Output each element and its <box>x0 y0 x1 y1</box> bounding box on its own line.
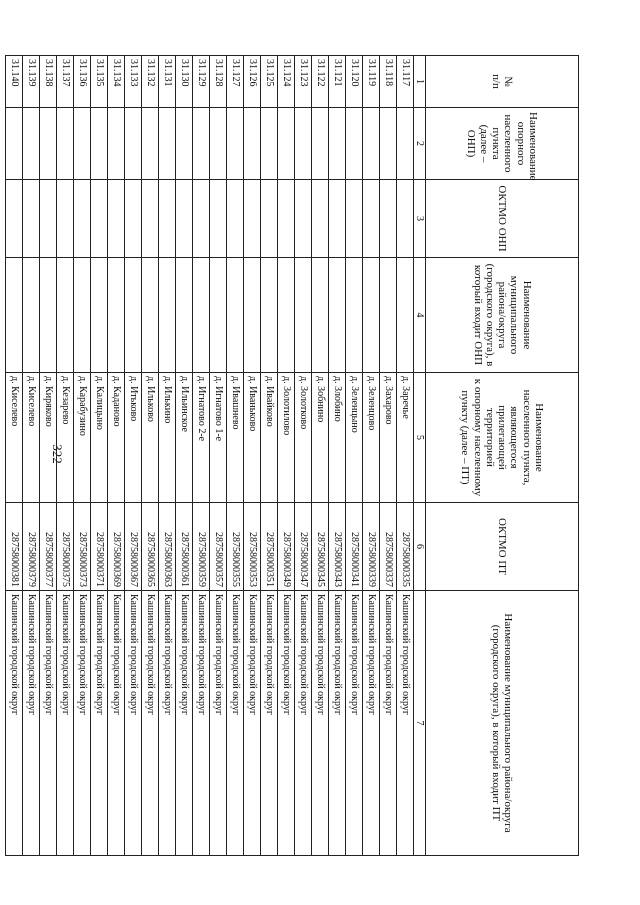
pt-district-cell: Кашинский городской округ <box>295 591 312 856</box>
onp-oktmo-cell <box>210 180 227 258</box>
table-row <box>329 56 346 856</box>
onp-name-cell <box>346 108 363 180</box>
pt-district-cell: Кашинский городской округ <box>193 591 210 856</box>
onp-name-cell <box>40 108 57 180</box>
onp-district-cell <box>40 258 57 373</box>
onp-district-cell <box>312 258 329 373</box>
pt-name-cell: д. Карабузино <box>74 373 91 503</box>
pt-district-cell: Кашинский городской округ <box>380 591 397 856</box>
pt-name-cell: д. Ивайково <box>261 373 278 503</box>
row-number-cell: 31.140 <box>6 56 23 108</box>
pt-district-cell: Кашинский городской округ <box>210 591 227 856</box>
pt-oktmo-cell: 28758000357 <box>210 503 227 591</box>
onp-name-cell <box>210 108 227 180</box>
pt-district-cell: Кашинский городской округ <box>159 591 176 856</box>
table-row <box>346 56 363 856</box>
table-row <box>142 56 159 856</box>
onp-oktmo-cell <box>6 180 23 258</box>
onp-district-cell <box>210 258 227 373</box>
table-row <box>397 56 414 856</box>
onp-district-cell <box>397 258 414 373</box>
onp-district-cell <box>329 258 346 373</box>
table-row <box>176 56 193 856</box>
row-number-cell: 31.125 <box>261 56 278 108</box>
row-number-cell: 31.138 <box>40 56 57 108</box>
row-number-cell: 31.117 <box>397 56 414 108</box>
table-row <box>295 56 312 856</box>
table-row <box>125 56 142 856</box>
pt-oktmo-cell: 28758000381 <box>6 503 23 591</box>
onp-district-cell <box>142 258 159 373</box>
pt-oktmo-cell: 28758000335 <box>397 503 414 591</box>
row-number-cell: 31.118 <box>380 56 397 108</box>
onp-oktmo-cell <box>193 180 210 258</box>
onp-district-cell <box>261 258 278 373</box>
onp-name-cell <box>227 108 244 180</box>
pt-oktmo-cell: 28758000347 <box>295 503 312 591</box>
table-row <box>363 56 380 856</box>
row-number-cell: 31.133 <box>125 56 142 108</box>
column-number: 6 <box>414 503 426 591</box>
pt-oktmo-cell: 28758000359 <box>193 503 210 591</box>
onp-name-cell <box>125 108 142 180</box>
table-row <box>23 56 40 856</box>
onp-name-cell <box>23 108 40 180</box>
onp-oktmo-cell <box>380 180 397 258</box>
onp-name-cell <box>295 108 312 180</box>
pt-district-cell: Кашинский городской округ <box>329 591 346 856</box>
pt-district-cell: Кашинский городской округ <box>227 591 244 856</box>
onp-name-cell <box>74 108 91 180</box>
pt-oktmo-cell: 28758000375 <box>57 503 74 591</box>
onp-district-cell <box>278 258 295 373</box>
onp-oktmo-cell <box>57 180 74 258</box>
table-row <box>159 56 176 856</box>
pt-oktmo-cell: 28758000361 <box>176 503 193 591</box>
onp-oktmo-cell <box>227 180 244 258</box>
onp-district-cell <box>23 258 40 373</box>
pt-name-cell: д. Зеленцово <box>363 373 380 503</box>
onp-name-cell <box>261 108 278 180</box>
pt-name-cell: д. Киряково <box>40 373 57 503</box>
pt-oktmo-cell: 28758000337 <box>380 503 397 591</box>
table-row <box>6 56 23 856</box>
onp-oktmo-cell <box>23 180 40 258</box>
pt-oktmo-cell: 28758000363 <box>159 503 176 591</box>
table-row <box>261 56 278 856</box>
pt-district-cell: Кашинский городской округ <box>125 591 142 856</box>
pt-district-cell: Кашинский городской округ <box>91 591 108 856</box>
onp-name-cell <box>312 108 329 180</box>
pt-oktmo-cell: 28758000351 <box>261 503 278 591</box>
pt-oktmo-cell: 28758000377 <box>40 503 57 591</box>
onp-name-cell <box>329 108 346 180</box>
page-number: 322 <box>50 444 65 464</box>
onp-district-cell <box>193 258 210 373</box>
pt-oktmo-cell: 28758000349 <box>278 503 295 591</box>
pt-oktmo-cell: 28758000345 <box>312 503 329 591</box>
onp-district-cell <box>57 258 74 373</box>
onp-district-cell <box>380 258 397 373</box>
onp-district-cell <box>91 258 108 373</box>
row-number-cell: 31.123 <box>295 56 312 108</box>
pt-name-cell: д. Киселево <box>6 373 23 503</box>
onp-oktmo-cell <box>91 180 108 258</box>
row-number-cell: 31.136 <box>74 56 91 108</box>
row-number-cell: 31.139 <box>23 56 40 108</box>
pt-name-cell: д. Итьково <box>125 373 142 503</box>
onp-name-cell <box>159 108 176 180</box>
onp-oktmo-cell <box>244 180 261 258</box>
onp-oktmo-cell <box>40 180 57 258</box>
onp-district-cell <box>227 258 244 373</box>
table-row <box>227 56 244 856</box>
header-pt-district: Наименование муниципального района/округа (городского округа), в который входит ПТ <box>426 591 579 856</box>
pt-oktmo-cell: 28758000353 <box>244 503 261 591</box>
table-body <box>6 56 414 856</box>
onp-district-cell <box>176 258 193 373</box>
onp-name-cell <box>142 108 159 180</box>
column-number: 5 <box>414 373 426 503</box>
pt-name-cell: д. Илькино <box>159 373 176 503</box>
table-row <box>210 56 227 856</box>
header-row <box>426 56 579 856</box>
row-number-cell: 31.130 <box>176 56 193 108</box>
row-number-cell: 31.120 <box>346 56 363 108</box>
row-number-cell: 31.127 <box>227 56 244 108</box>
row-number-cell: 31.126 <box>244 56 261 108</box>
table-row <box>193 56 210 856</box>
pt-district-cell: Кашинский городской округ <box>363 591 380 856</box>
column-number: 1 <box>414 56 426 108</box>
onp-oktmo-cell <box>329 180 346 258</box>
header-number: № п/п <box>426 56 579 108</box>
row-number-cell: 31.137 <box>57 56 74 108</box>
table-row <box>380 56 397 856</box>
pt-district-cell: Кашинский городской округ <box>346 591 363 856</box>
onp-name-cell <box>91 108 108 180</box>
pt-oktmo-cell: 28758000343 <box>329 503 346 591</box>
header-onp-name: Наименование опорного населенного пункта (далее – ОНП) <box>426 108 579 180</box>
pt-oktmo-cell: 28758000339 <box>363 503 380 591</box>
onp-district-cell <box>108 258 125 373</box>
table-row <box>312 56 329 856</box>
pt-oktmo-cell: 28758000373 <box>74 503 91 591</box>
onp-name-cell <box>397 108 414 180</box>
onp-district-cell <box>6 258 23 373</box>
row-number-cell: 31.128 <box>210 56 227 108</box>
pt-district-cell: Кашинский городской округ <box>6 591 23 856</box>
pt-oktmo-cell: 28758000371 <box>91 503 108 591</box>
pt-name-cell: д. Кезарево <box>57 373 74 503</box>
onp-oktmo-cell <box>312 180 329 258</box>
onp-district-cell <box>346 258 363 373</box>
onp-district-cell <box>125 258 142 373</box>
table-row <box>91 56 108 856</box>
pt-name-cell: д. Золотково <box>295 373 312 503</box>
header-onp-district: Наименование муниципального района/округа (городского округа), в который входит ОНП <box>426 258 579 373</box>
pt-district-cell: Кашинский городской округ <box>40 591 57 856</box>
pt-name-cell: д. Ильково <box>142 373 159 503</box>
onp-oktmo-cell <box>108 180 125 258</box>
pt-name-cell: д. Игнатово 2-е <box>193 373 210 503</box>
table-row <box>278 56 295 856</box>
column-number-row <box>414 56 426 856</box>
pt-oktmo-cell: 28758000341 <box>346 503 363 591</box>
pt-oktmo-cell: 28758000367 <box>125 503 142 591</box>
onp-oktmo-cell <box>346 180 363 258</box>
onp-oktmo-cell <box>176 180 193 258</box>
row-number-cell: 31.132 <box>142 56 159 108</box>
table-row <box>244 56 261 856</box>
onp-district-cell <box>363 258 380 373</box>
pt-oktmo-cell: 28758000365 <box>142 503 159 591</box>
pt-district-cell: Кашинский городской округ <box>397 591 414 856</box>
table-row <box>74 56 91 856</box>
pt-district-cell: Кашинский городской округ <box>57 591 74 856</box>
row-number-cell: 31.121 <box>329 56 346 108</box>
header-onp-oktmo: ОКТМО ОНП <box>426 180 579 258</box>
row-number-cell: 31.122 <box>312 56 329 108</box>
column-number: 3 <box>414 180 426 258</box>
onp-name-cell <box>244 108 261 180</box>
row-number-cell: 31.135 <box>91 56 108 108</box>
pt-name-cell: д. Ильинское <box>176 373 193 503</box>
onp-district-cell <box>159 258 176 373</box>
onp-name-cell <box>6 108 23 180</box>
onp-oktmo-cell <box>363 180 380 258</box>
table-row <box>40 56 57 856</box>
header-pt-oktmo: ОКТМО ПТ <box>426 503 579 591</box>
pt-district-cell: Кашинский городской округ <box>74 591 91 856</box>
onp-name-cell <box>57 108 74 180</box>
row-number-cell: 31.131 <box>159 56 176 108</box>
onp-name-cell <box>176 108 193 180</box>
pt-district-cell: Кашинский городской округ <box>176 591 193 856</box>
pt-name-cell: д. Иваньково <box>244 373 261 503</box>
row-number-cell: 31.124 <box>278 56 295 108</box>
onp-oktmo-cell <box>142 180 159 258</box>
column-number: 4 <box>414 258 426 373</box>
pt-name-cell: д. Калицыно <box>91 373 108 503</box>
pt-name-cell: д. Зобнино <box>312 373 329 503</box>
onp-name-cell <box>193 108 210 180</box>
table-row <box>108 56 125 856</box>
pt-name-cell: д. Киселево <box>23 373 40 503</box>
row-number-cell: 31.119 <box>363 56 380 108</box>
pt-oktmo-cell: 28758000369 <box>108 503 125 591</box>
pt-district-cell: Кашинский городской округ <box>244 591 261 856</box>
pt-name-cell: д. Зеленцыно <box>346 373 363 503</box>
onp-name-cell <box>108 108 125 180</box>
onp-oktmo-cell <box>261 180 278 258</box>
settlements-table <box>5 55 579 856</box>
onp-district-cell <box>244 258 261 373</box>
column-number: 7 <box>414 591 426 856</box>
onp-oktmo-cell <box>125 180 142 258</box>
pt-oktmo-cell: 28758000379 <box>23 503 40 591</box>
table-row <box>57 56 74 856</box>
pt-name-cell: д. Золотилово <box>278 373 295 503</box>
row-number-cell: 31.129 <box>193 56 210 108</box>
onp-oktmo-cell <box>159 180 176 258</box>
column-number: 2 <box>414 108 426 180</box>
onp-oktmo-cell <box>278 180 295 258</box>
onp-oktmo-cell <box>295 180 312 258</box>
pt-district-cell: Кашинский городской округ <box>142 591 159 856</box>
header-pt-name: Наименование населенного пункта, являющегося прилегающей территорией к опорному населенному пункту (далее – ПТ) <box>426 373 579 503</box>
pt-name-cell: д. Каданово <box>108 373 125 503</box>
onp-district-cell <box>74 258 91 373</box>
pt-name-cell: д. Заречье <box>397 373 414 503</box>
onp-name-cell <box>363 108 380 180</box>
row-number-cell: 31.134 <box>108 56 125 108</box>
pt-district-cell: Кашинский городской округ <box>108 591 125 856</box>
onp-oktmo-cell <box>74 180 91 258</box>
pt-district-cell: Кашинский городской округ <box>261 591 278 856</box>
pt-name-cell: д. Ивашнево <box>227 373 244 503</box>
pt-name-cell: д. Злобино <box>329 373 346 503</box>
onp-name-cell <box>278 108 295 180</box>
pt-name-cell: д. Захарово <box>380 373 397 503</box>
onp-name-cell <box>380 108 397 180</box>
onp-district-cell <box>295 258 312 373</box>
pt-district-cell: Кашинский городской округ <box>312 591 329 856</box>
pt-name-cell: д. Игнатово 1-е <box>210 373 227 503</box>
pt-district-cell: Кашинский городской округ <box>278 591 295 856</box>
pt-oktmo-cell: 28758000355 <box>227 503 244 591</box>
onp-oktmo-cell <box>397 180 414 258</box>
pt-district-cell: Кашинский городской округ <box>23 591 40 856</box>
